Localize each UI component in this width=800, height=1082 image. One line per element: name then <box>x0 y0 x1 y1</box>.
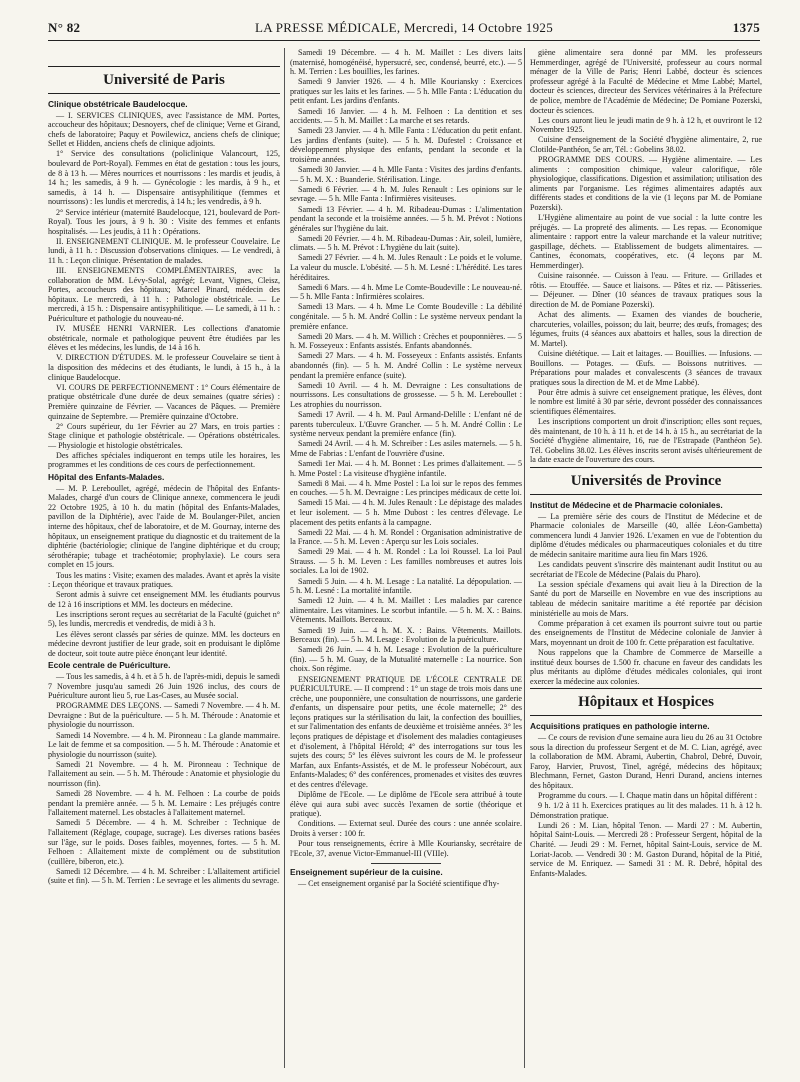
paragraph: Samedi 19 Décembre. — 4 h. M. Maillet : Les divers laits (maternisé, homogénéisé, hypersucré, sec, condensé, beurré, etc.). — 5 h. M. Terrien : Les bouillies, les farines. <box>290 48 522 77</box>
paragraph: II. ENSEIGNEMENT CLINIQUE. M. le professeur Couvelaire. Le lundi, à 11 h. : Discussion d'observations cliniques. — Le vendredi, à 11 h. : Leçon clinique. Présentation de malades. <box>48 236 280 265</box>
paragraph: Nous rappelons que la Chambre de Commerce de Marseille a institué deux bourses de 1.500 fr. chacune en faveur des candidats les plus méritants au diplôme d'études médicales coloniales, qui iront exercer la médecine aux colonies. <box>530 647 762 686</box>
paragraph: La session spéciale d'examens qui avait lieu à la Direction de la Santé du port de Marseille en Novembre en vue des inscriptions au tableau de médecin sanitaire maritime a été reportée par décision ministérielle au mois de Mars. <box>530 579 762 618</box>
paragraph: Samedi 10 Avril. — 4 h. M. Devraigne : Les consultations de nourrissons. Les consultations de grossesse. — 5 h. M. Lereboullet : Les atrophies du nourrisson. <box>290 380 522 409</box>
paragraph: 2° Cours supérieur, du 1er Février au 27 Mars, en trois parties : Stage clinique et pathologie obstétricale. — Opérations obstétricales. — Physiologie et histologie obstétricales. <box>48 421 280 450</box>
page-number: 1375 <box>732 20 760 35</box>
paragraph: — M. P. Lereboullet, agrégé, médecin de l'hôpital des Enfants-Malades, chargé d'un cours de Clinique annexe, commencera le jeudi 22 Octobre 1925, à 10 h. du matin (hôpital des Enfants-Malades, pavillon de la Diphtérie), avec l'aide de M. Boulanger-Pilet, ancien interne des hôpitaux, chef de laboratoire, et de M. Gournay, interne des hôpitaux, un enseignement pratique du diagnostic et du traitement de la diphtérie (bactériologie; clinique de l'angine diphtérique et du croup; sérothérapie; tubage et trachéotomie; prophylaxie). Le cours sera complet en 15 jours. <box>48 483 280 570</box>
section-title-hopitaux-hospices: Hôpitaux et Hospices <box>530 688 762 716</box>
paragraph: giène alimentaire sera donné par MM. les professeurs Hemmerdinger, agrégé de l'Université, professeur au cours normal ménager de la Ville de Paris; Henri Labbé, docteur ès sciences professeur agrégé à la Faculté de Médecine et Mme Labbé; Martel, docteur ès sciences, directeur des Services vétérinaires à la Préfecture de police, membre de l'Académie de Médecine; De Pomiane Pozerski, docteur ès sciences. <box>530 48 762 115</box>
column-divider <box>284 48 285 1068</box>
paragraph: V. DIRECTION D'ÉTUDES. M. le professeur Couvelaire se tient à la disposition des médecins et des étudiants, le lundi, à 15 h., à la clinique Baudelocque. <box>48 353 280 382</box>
paragraph: Pour être admis à suivre cet enseignement pratique, les élèves, dont le nombre est limité à 30 par série, devront posséder des connaissances scientifiques élémentaires. <box>530 387 762 416</box>
column-1 <box>48 48 280 1068</box>
paragraph: Samedi 1er Mai. — 4 h. M. Bonnet : Les primes d'allaitement. — 5 h. Mme Postel : La visiteuse d'hygiène infantile. <box>290 458 522 478</box>
paragraph: VI. COURS DE PERFECTIONNEMENT : 1° Cours élémentaire de pratique obstétricale d'une durée de deux semaines (quatre séries) : Première quinzaine de Février. — Vacances de Pâques. — Première quinzaine de Septembre. — Première quinzaine d'Octobre. <box>48 382 280 421</box>
paragraph: Samedi 6 Mars. — 4 h. Mme Le Comte-Boudeville : Le nouveau-né. — 5 h. Mlle Fanta : Infirmières scolaires. <box>290 282 522 302</box>
heading-puericulture: Ecole centrale de Puériculture. <box>48 660 171 671</box>
paragraph: Samedi 23 Janvier. — 4 h. Mlle Fanta : L'éducation du petit enfant. Les jardins d'enfants (suite). — 5 h. M. Dufestel : Croissance et développement physique des enfants, pendant la seconde et la troisième années. <box>290 126 522 165</box>
paragraph: 2° Service intérieur (maternité Baudelocque, 121, boulevard de Port-Royal). Tous les jours, à 9 h. 30 : Visite des femmes et enfants hospitalisés. — Les jeudis, à 11 h : Opérations. <box>48 207 280 236</box>
section-title-universite-paris: Université de Paris <box>48 66 280 94</box>
paragraph: Samedi 13 Février. — 4 h. M. Ribadeau-Dumas : L'alimentation pendant la seconde et la troisième années. — 5 h. M. Prévot : Notions générales sur l'hygiène du lait. <box>290 204 522 233</box>
paragraph: Samedi 26 Juin. — 4 h. M. Lesage : Evolution de la puériculture (fin). — 5 h. M. Guay, de la Mutualité maternelle : La nourrice. Son choix. Son régime. <box>290 645 522 674</box>
paragraph: Samedi 15 Mai. — 4 h. M. Jules Renault : Le dépistage des malades et leur isolement. — 5 h. Mme Dubost : les centres d'élevage. Le placement des petits enfants à la campagne. <box>290 498 522 527</box>
paragraph: Samedi 14 Novembre. — 4 h. M. Pironneau : La glande mammaire. Le lait de femme et sa composition. — 5 h. M. Théroude : Anatomie et physiologie du nourrisson (suite). <box>48 730 280 759</box>
paragraph: Samedi 22 Mai. — 4 h. M. Rondel : Organisation administrative de la France. — 5 h. M. Leven : Aperçu sur les Lois sociales. <box>290 527 522 547</box>
paragraph: Samedi 12 Juin. — 4 h. M. Maillet : Les maladies par carence alimentaire. Les vitamines. Le scorbut infantile. — 5 h. M. X. : Bains. Vêtements. Maillots. Berceaux. <box>290 596 522 625</box>
paragraph: PROGRAMME DES COURS. — Hygiène alimentaire. — Les aliments : composition chimique, valeur calorifique, rôle physiologique, classifications. Digestion et assimilation; utilisation des aliments par l'organisme. Les régimes alimentaires adaptés aux différents stades et conditions de la vie (1 leçons par M. de Pomiane Pozerski). <box>530 155 762 212</box>
paragraph: Programme du cours. — I. Chaque matin dans un hôpital différent : <box>538 790 758 800</box>
paragraph: Samedi 27 Février. — 4 h. M. Jules Renault : Le poids et le volume. La valeur du muscle. L'obésité. — 5 h. M. Lesné : L'hérédité. Les tares héréditaires. <box>290 253 522 282</box>
paragraph: Samedi 5 Juin. — 4 h. M. Lesage : La natalité. La dépopulation. — 5 h. M. Lesné : La mortalité infantile. <box>290 576 522 596</box>
paragraph: Achat des aliments. — Examen des viandes de boucherie, charcuteries, volailles, poisson; du lait, beurre; des œufs, fromages; des légumes, fruits (4 séances aux abattoirs et halles, sous la direction de M. Martel). <box>530 310 762 348</box>
paragraph: — I. SERVICES CLINIQUES, avec l'assistance de MM. Portes, accoucheur des hôpitaux; Desnoyers, chef de clinique; Verne et Girand, chefs de laboratoire; Paquy et Powilewicz, anciens chefs de clinique; Sellet et Hidden, anciens chefs de clinique adjoints. <box>48 110 280 149</box>
paragraph: Samedi 8 Mai. — 4 h. Mme Postel : La loi sur le repos des femmes en couches. — 5 h. M. Devraigne : Les principes médicaux de cette loi. <box>290 478 522 498</box>
paragraph: — La première série des cours de l'Institut de Médecine et de Pharmacie coloniales de Marseille (40, allée Léon-Gambetta) commencera lundi 4 Janvier 1926. L'examen en vue de l'obtention du diplôme d'études médicales ou pharmaceutiques coloniales et du titre de médecin sanitaire maritime aura lieu fin Mars 1926. <box>530 511 762 559</box>
paragraph: Les candidats peuvent s'inscrire dès maintenant audit Institut ou au secrétariat de l'Ecole de Médecine (Palais du Pharo). <box>530 560 762 579</box>
paragraph: Cuisine d'enseignement de la Société d'hygiène alimentaire, 2, rue Clotilde-Panthéon, 5e arr, Tél. : Gobelins 38.02. <box>530 135 762 154</box>
section-title-universites-province: Universités de Province <box>530 467 762 495</box>
paragraph: Samedi 16 Janvier. — 4 h. M. Felhoen : La dentition et ses accidents. — 5 h. M. Maillet : La marche et ses retards. <box>290 106 522 126</box>
heading-institut-coloniale: Institut de Médecine et de Pharmacie coloniales. <box>530 500 723 511</box>
paragraph: Samedi 20 Février. — 4 h. M. Ribadeau-Dumas : Air, soleil, lumière, climats. — 5 h. M. Prévot : L'hygiène du lait (suite). <box>290 233 522 253</box>
paragraph: Samedi 19 Juin. — 4 h. M. X. : Bains. Vêtements. Maillots. Berceaux (fin). — 5 h. M. Lesage : Evolution de la puériculture. <box>290 625 522 645</box>
column-divider <box>524 48 525 1068</box>
paragraph: Des affiches spéciales indiqueront en temps utile les horaires, les programmes et les conditions de ces cours de perfectionnement. <box>48 450 280 470</box>
heading-baudelocque: Clinique obstétricale Baudelocque. <box>48 99 188 109</box>
paragraph: Samedi 27 Mars. — 4 h. M. Fosseyeux : Enfants assistés. Enfants abandonnés (fin). — 5 h. M. André Collin : Le système nerveux pendant la première enfance (suite). <box>290 351 522 380</box>
paragraph: Diplôme de l'Ecole. — Le diplôme de l'Ecole sera attribué à toute élève qui aura subi avec succès l'examen de sortie (théorique et pratique). <box>290 790 522 819</box>
column-3 <box>530 48 762 1068</box>
paragraph: 1° Service des consultations (policlinique Valancourt, 125, boulevard de Port-Royal). Femmes en état de gestation : tous les jours, de 8 à 13 h. — Mères nourrices et nourrissons : les mardis et jeudis, à 14 h.; les samedis, à 9 h. — Gynécologie : les mardis, à 9 h., et samedis, à 14 h. — Dispensaire antisyphilitique (femmes et nourrissons) : les lundis et mercredis, à 14 h.; les vendredis, à 9 h. <box>48 149 280 207</box>
paragraph: Samedi 29 Mai. — 4 h. M. Rondel : La loi Roussel. La loi Paul Strauss. — 5 h. M. Leven : Les familles nombreuses et autres lois sociales. La loi de 1902. <box>290 547 522 576</box>
paragraph: Comme préparation à cet examen ils pourront suivre tout ou partie des enseignements de l'Institut de Médecine coloniale de Janvier à Mars, moyennant un droit de 100 fr. Cette préparation est facultative. <box>530 618 762 647</box>
divider <box>371 863 441 864</box>
paragraph: L'Hygiène alimentaire au point de vue social : la lutte contre les préjugés. — La propreté des aliments. — Les repas. — Economique alimentaire : rapport entre la valeur marchande et la valeur nutritive; gaspillage, déchets. — Etablissement de budgets alimentaires. — Cantines, économats, coopératives, etc. (4 leçons par M. Hemmerdinger). <box>530 213 762 271</box>
paragraph: Samedi 30 Janvier. — 4 h. Mlle Fanta : Visites des jardins d'enfants. — 5 h. M. X. : Buanderie. Stérilisation. Linge. <box>290 165 522 184</box>
paragraph: III. ENSEIGNEMENTS COMPLÉMENTAIRES, avec la collaboration de MM. Lévy-Solal, agrégé; Levant, Vignes, Cleisz, Portes, accoucheurs des hôpitaux; Marcel Pinard, médecin des hôpitaux. Le mercredi, à 11 h. : Pathologie obstétricale. — Le mercredi, à 15 h. : Dispensaire antisyphilitique. — Le samedi, à 11 h. : Puériculture et pathologie du nouveau-né. <box>48 266 280 324</box>
paragraph: Samedi 12 Décembre. — 4 h. M. Schreiber : L'allaitement artificiel (suite et fin). — 5 h. M. Terrien : Le sevrage et les aliments du sevrage. <box>48 866 280 886</box>
paragraph: Samedi 20 Mars. — 4 h. M. Willich : Crèches et pouponnières. — 5 h. M. Fosseyeux : Enfants assistés. Enfants abandonnés. <box>290 331 522 351</box>
paragraph: Pour tous renseignements, écrire à Mlle Kouriansky, secrétaire de l'Ecole, 37, avenue Victor-Emmanuel-III (VIIIe). <box>290 839 522 858</box>
paragraph: Samedi 9 Janvier 1926. — 4 h. Mlle Kouriansky : Exercices pratiques sur les laits et les farines. — 5 h. Mlle Fanta : L'éducation du petit enfant. Les jardins d'enfants. <box>290 77 522 106</box>
paragraph: Samedi 24 Avril. — 4 h. M. Schreiber : Les asiles maternels. — 5 h. Mme de Fabrias : L'enfant de l'ouvrière d'usine. <box>290 439 522 458</box>
paragraph: — Cet enseignement organisé par la Société scientifique d'hy- <box>298 878 500 888</box>
paragraph: Samedi 13 Mars. — 4 h. Mme Le Comte Boudeville : La débilité congénitale. — 5 h. M. André Collin : Le système nerveux pendant la première enfance. <box>290 302 522 331</box>
paragraph: Les cours auront lieu le jeudi matin de 9 h. à 12 h, et ouvriront le 12 Novembre 1925. <box>530 115 762 135</box>
paragraph: Seront admis à suivre cet enseignement MM. les étudiants pourvus de 12 à 16 inscriptions et MM. les docteurs en médecine. <box>48 590 280 609</box>
paragraph: Les élèves seront classés par séries de quinze. MM. les docteurs en médecine devront justifier de leur grade, soit en produisant le diplôme de docteur, soit toute autre pièce énonçant leur identité. <box>48 629 280 658</box>
heading-cuisine: Enseignement supérieur de la cuisine. <box>290 867 443 878</box>
heading-enfants-malades: Hôpital des Enfants-Malades. <box>48 472 165 483</box>
paragraph: Lundi 26 : M. Lian, hôpital Tenon. — Mardi 27 : M. Aubertin, hôpital Saint-Louis. — Mercredi 28 : Professeur Sergent, hôpital de la Charité. — Jeudi 29 : M. Fernet, hôpital Saint-Louis, service de M. Loriat-Jacob. — Vendredi 30 : M. Gaston Durand, hôpital de la Pitié, service de M. Enriquez. — Samedi 31 : M. R. Debré, hôpital des Enfants-Malades. <box>530 820 762 878</box>
paragraph: Samedi 5 Décembre. — 4 h. M. Schreiber : Technique de l'allaitement (Réglage, coupage, sucrage). Les diverses rations basées sur l'âge, sur le poids. Doses faibles, moyennes, fortes. — 5 h. M. Felhoen : Allaitement mixte de complément ou de substitution (cuillère, biberon, etc.). <box>48 818 280 866</box>
paragraph: Cuisine diététique. — Lait et laitages. — Bouillies. — Infusions. — Bouillons. — Potages. — Œufs. — Boissons nutritives. — Préparations pour malades et convalescents (3 séances de travaux pratiques sous la direction de M. et de Mme Labbé). <box>530 348 762 387</box>
paragraph: PROGRAMME DES LEÇONS. — Samedi 7 Novembre. — 4 h. M. Devraigne : But de la puériculture. — 5 h. M. Théroude : Anatomie et physiologie du nourrisson. <box>48 701 280 730</box>
paragraph: — Ce cours de revision d'une semaine aura lieu du 26 au 31 Octobre sous la direction du professeur Sergent et de M. C. Lian, agrégé, avec la collaboration de MM. Abrami, Aubertin, Chabrol, Debré, Duvoir, Faroy, Harvier, Pruvost, Tinel, agrégé, médecins des hôpitaux; Blechmann, Fernet, Gaston Durand, Henri Durand, anciens internes des hôpitaux. <box>530 732 762 790</box>
column-2 <box>290 48 522 1068</box>
paragraph: Samedi 21 Novembre. — 4 h. M. Pironneau : Technique de l'allaitement au sein. — 5 h. M. Théroude : Anatomie et physiologie du nourrisson (fin). <box>48 759 280 788</box>
heading-pathologie-interne: Acquisitions pratiques en pathologie interne. <box>530 721 710 732</box>
paragraph: Samedi 17 Avril. — 4 h. M. Paul Armand-Delille : L'enfant né de parents tuberculeux. L'Œuvre Grancher. — 5 h. M. André Collin : Le système nerveux pendant la première enfance (fin). <box>290 409 522 439</box>
header-rule <box>48 40 760 41</box>
paragraph: 9 h. 1/2 à 11 h. Exercices pratiques au lit des malades. 11 h. à 12 h. Démonstration pratique. <box>530 801 762 820</box>
paragraph: — Tous les samedis, à 4 h. et à 5 h. de l'après-midi, depuis le samedi 7 Novembre jusqu'au samedi 26 Juin 1926 inclus, des cours de Puériculture auront lieu 5, rue Las-Cases, au Musée social. <box>48 671 280 701</box>
paragraph: ENSEIGNEMENT PRATIQUE DE L'ÉCOLE CENTRALE DE PUÉRICULTURE. — II comprend : 1° un stage de trois mois dans une crèche, une pouponnière, une consultation de nourrissons, une garderie d'enfants, un dispensaire pour petits, une école maternelle; 2° des leçons pratiques sur la stérilisation du lait, la confection des bouillies, et sur l'alimentation des enfants de deuxième et troisième années. 3° les leçons pratiques de dépistage et d'isolement des maladies contagieuses et d'isolement, à l'hôpital Hérold; 4° des interrogations sur tous les sujets des cours; 5° les élèves suivront les cours de M. le professeur Marfan, aux Enfants-Assistés, et de M. le professeur Nobécourt, aux Enfants-Malades; 6° des conférences, promenades et visites des œuvres et des centres d'élevage. <box>290 674 522 790</box>
paragraph: Tous les matins : Visite; examen des malades. Avant et après la visite : Leçon théorique et travaux pratiques. <box>48 570 280 590</box>
paragraph: Les inscriptions seront reçues au secrétariat de la Faculté (guichet n° 5), les lundis, mercredis et vendredis, de midi à 3 h. <box>48 609 280 629</box>
paragraph: Samedi 28 Novembre. — 4 h. M. Felhoen : La courbe de poids pendant la première année. — 5 h. M. Lemaire : Les préjugés contre l'allaitement maternel. Les obstacles à l'allaitement maternel. <box>48 789 280 818</box>
paragraph: Cuisine raisonnée. — Cuisson à l'eau. — Friture. — Grillades et rôtis. — Etouffée. — Sauce et liaisons. — Pâtes et riz. — Pâtisseries. — Déjeuner. — Dîner (10 séances de travaux pratiques sous la direction de M. de Pomiane Pozerski). <box>530 271 762 309</box>
page-header <box>48 20 760 36</box>
paragraph: Conditions. — Externat seul. Durée des cours : une année scolaire. Droits à verser : 100 fr. <box>290 819 522 838</box>
journal-title: LA PRESSE MÉDICALE, Mercredi, 14 Octobre 1925 <box>254 20 554 35</box>
paragraph: IV. MUSÉE HENRI VARNIER. Les collections d'anatomie obstétricale, normale et pathologique peuvent être étudiées par les élèves et les médecins, les lundis, de 14 à 16 h. <box>48 324 280 353</box>
paragraph: Samedi 6 Février. — 4 h. M. Jules Renault : Les opinions sur le sevrage. — 5 h. Mlle Fanta : Infirmières visiteuses. <box>290 184 522 204</box>
paragraph: Les inscriptions comportent un droit d'inscription; elles sont reçues, dès maintenant, de 10 h. à 11 h. et de 14 h. à 15 h., au secrétariat de la Société d'hygiène alimentaire, 16, rue de l'Estrapade (Panthéon 5e). Tél. Gobelins 38.02. Les élèves inscrits seront avisés ultérieurement de la date exacte de l'ouverture des cours. <box>530 417 762 465</box>
issue-number: N° 82 <box>48 20 81 35</box>
